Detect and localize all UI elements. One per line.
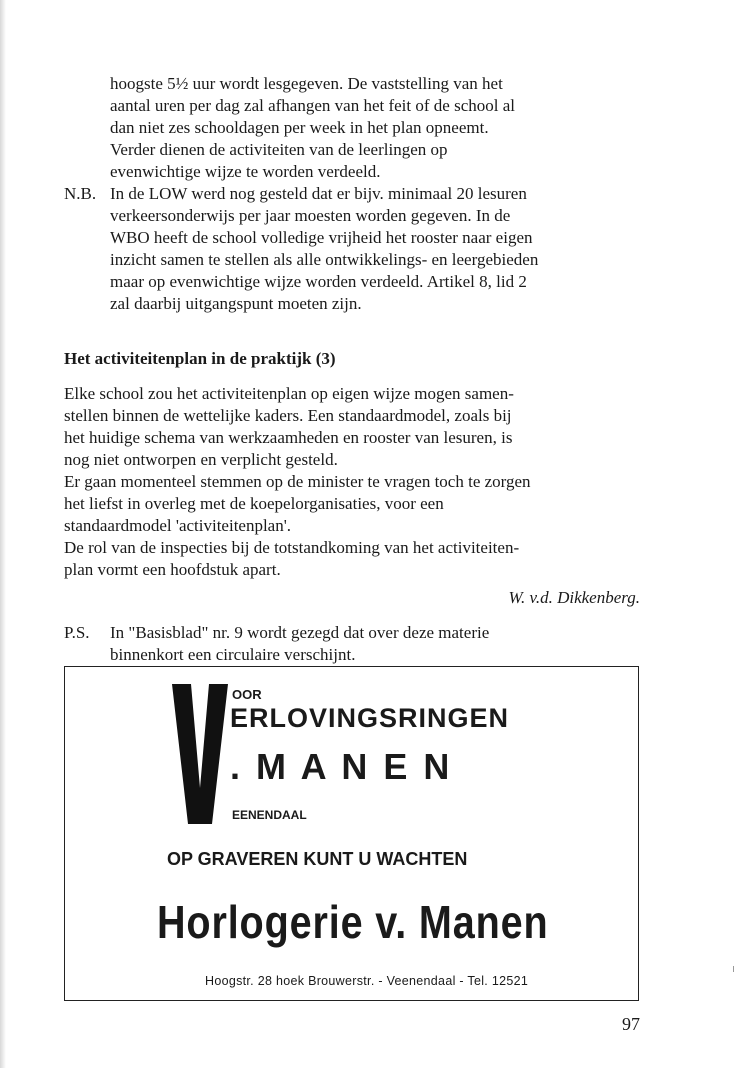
ad-line-erlovingsringen: ERLOVINGSRINGEN	[230, 703, 510, 733]
text-line: evenwichtige wijze te worden verdeeld.	[110, 162, 381, 181]
ad-line-town: EENENDAAL	[232, 808, 307, 822]
text-line: De rol van de inspecties bij de totstandkoming van het activiteiten-	[64, 538, 520, 557]
ps-label: P.S.	[64, 623, 90, 642]
text-line: WBO heeft de school volledige vrijheid het rooster naar eigen	[110, 228, 533, 247]
page-number: 97	[622, 1014, 640, 1034]
text-line: binnenkort een circulaire verschijnt.	[110, 645, 356, 664]
ad-address: Hoogstr. 28 hoek Brouwerstr. - Veenendaal - Tel. 12521	[205, 974, 529, 988]
intro-paragraph	[110, 73, 640, 183]
text-line: dan niet zes schooldagen per week in het plan opneemt.	[110, 118, 489, 137]
nb-paragraph	[110, 183, 640, 315]
text-line: verkeersonderwijs per jaar moesten worden gegeven. In de	[110, 206, 511, 225]
text-line: Er gaan momenteel stemmen op de minister te vragen toch te zorgen	[64, 472, 531, 491]
text-line: inzicht samen te stellen als alle ontwikkelings- en leergebieden	[110, 250, 539, 269]
page-edge-shadow	[0, 0, 6, 1068]
text-line: nog niet ontworpen en verplicht gesteld.	[64, 450, 338, 469]
body-paragraph	[64, 383, 640, 581]
text-line: zal daarbij uitgangspunt moeten zijn.	[110, 294, 362, 313]
author-signature: W. v.d. Dikkenberg.	[508, 588, 640, 607]
section-heading: Het activiteitenplan in de praktijk (3)	[64, 349, 336, 368]
text-line: maar op evenwichtige wijze worden verdeeld. Artikel 8, lid 2	[110, 272, 527, 291]
ps-paragraph	[110, 622, 640, 666]
text-line: In "Basisblad" nr. 9 wordt gezegd dat over deze materie	[110, 623, 490, 642]
ad-slogan: OP GRAVEREN KUNT U WACHTEN	[167, 849, 468, 869]
text-line: hoogste 5½ uur wordt lesgegeven. De vaststelling van het	[110, 74, 503, 93]
text-line: aantal uren per dag zal afhangen van het feit of de school al	[110, 96, 515, 115]
text-line: Elke school zou het activiteitenplan op eigen wijze mogen samen-	[64, 384, 514, 403]
text-line: standaardmodel 'activiteitenplan'.	[64, 516, 292, 535]
ad-shop-name: Horlogerie v. Manen	[157, 896, 549, 948]
ad-line-oor: OOR	[232, 687, 262, 702]
text-line: het huidige schema van werkzaamheden en rooster van lesuren, is	[64, 428, 513, 447]
text-line: Verder dienen de activiteiten van de leerlingen op	[110, 140, 448, 159]
ad-line-manen: . M A N E N	[230, 746, 453, 787]
text-line: In de LOW werd nog gesteld dat er bijv. minimaal 20 lesuren	[110, 184, 527, 203]
nb-label: N.B.	[64, 184, 97, 203]
advertisement	[64, 666, 639, 1001]
text-line: stellen binnen de wettelijke kaders. Een standaardmodel, zoals bij	[64, 406, 512, 425]
text-line: plan vormt een hoofdstuk apart.	[64, 560, 281, 579]
logo-letter-v	[172, 684, 228, 829]
text-line: het liefst in overleg met de koepelorganisaties, voor een	[64, 494, 444, 513]
page-mark	[733, 966, 734, 972]
